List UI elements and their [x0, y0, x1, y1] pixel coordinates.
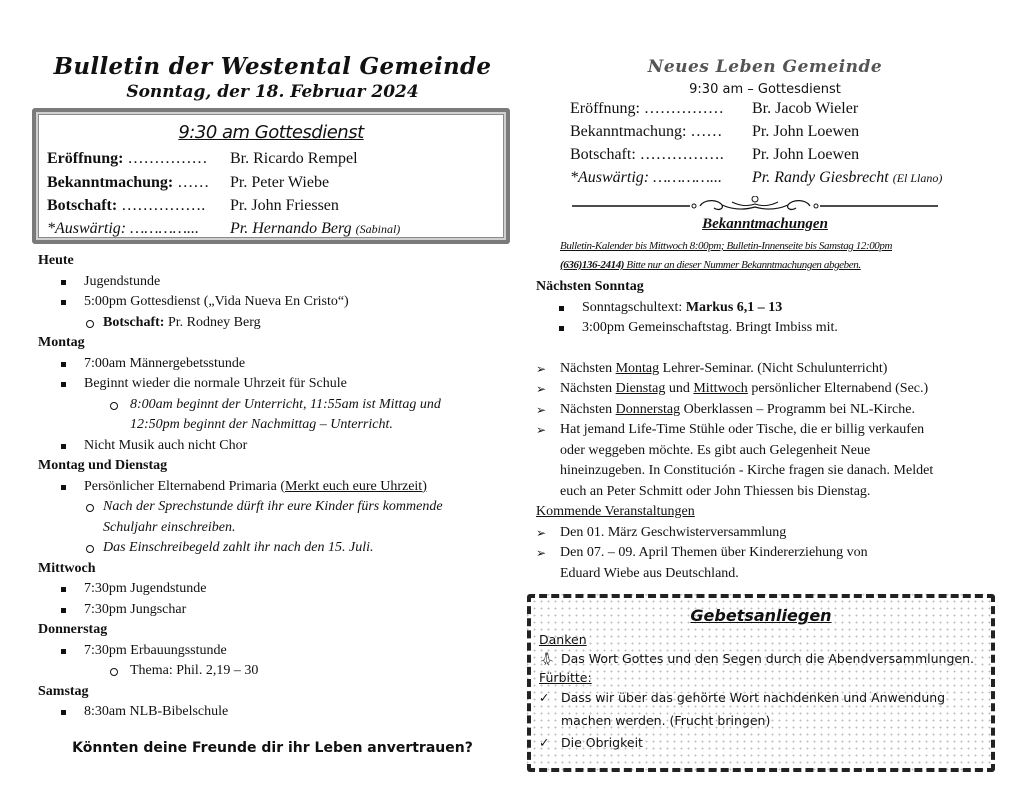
- service-label: Eröffnung: ……………: [570, 100, 724, 117]
- event-item: ➢ Den 01. März Geschwisterversammlung: [536, 523, 996, 544]
- intercession-item: [539, 735, 643, 750]
- weekly-schedule: [38, 251, 508, 723]
- day-mittwoch: Mittwoch: [38, 560, 96, 576]
- praying-hands-icon: 🙏︎: [539, 651, 555, 666]
- service-label: Eröffnung:: [47, 150, 124, 167]
- notice-text: Nächsten: [560, 401, 616, 417]
- bulletin-title: Bulletin der Westental Gemeinde: [53, 53, 492, 80]
- thanks-heading: Danken: [539, 632, 587, 647]
- notice-item: [536, 379, 996, 400]
- phone-note: [560, 259, 980, 271]
- notice-text: Nächsten: [560, 381, 616, 396]
- notice-day: Dienstag: [615, 381, 666, 396]
- deadline-note: Bulletin-Kalender bis Mittwoch 8:00pm; Bulletin-Innenseite bis Samstag 12:00pm: [560, 240, 893, 252]
- notice-line: euch an Peter Schmitt oder John Thiessen bis Dienstag.: [560, 483, 871, 499]
- notice-text: persönlicher Elternabend (Sec.): [747, 381, 929, 396]
- scripture-reference: Markus 6,1 – 13: [685, 299, 783, 315]
- notice-day: Montag: [615, 360, 660, 376]
- service-label: *Auswärtig: …………...: [570, 169, 723, 186]
- service-name: Br. Jacob Wieler: [752, 100, 859, 117]
- notice-item-furniture: [536, 420, 996, 502]
- service-name: Pr. John Loewen: [752, 123, 860, 140]
- service-row-bekanntmachung: [47, 174, 329, 192]
- list-item-text: Sonntagschultext:: [582, 299, 686, 315]
- service-subtitle: 9:30 am – Gottesdienst: [689, 82, 841, 97]
- list-item: 7:30pm Jungschar: [38, 600, 508, 621]
- notice-item: [536, 400, 996, 421]
- list-item: Beginnt wieder die normale Uhrzeit für Schule: [38, 374, 508, 395]
- intercession-text: Die Obrigkeit: [561, 735, 643, 750]
- prayer-requests-box: [527, 594, 995, 772]
- day-heute: Heute: [38, 253, 74, 268]
- sub-list-item: [38, 395, 508, 436]
- list-item: [536, 298, 996, 319]
- sub-item-line: 12:50pm beginnt der Nachmittag – Unterricht.: [130, 417, 393, 432]
- service-dots: …………...: [126, 220, 200, 237]
- notice-day: Donnerstag: [615, 401, 681, 417]
- service-dots: ……………: [123, 150, 208, 167]
- list-item: [38, 477, 508, 498]
- notice-item: [536, 359, 996, 380]
- service-row-auswaertig: [47, 220, 400, 238]
- ornamental-divider: [572, 196, 938, 216]
- closing-question: Könnten deine Freunde dir ihr Leben anvertrauen?: [72, 740, 473, 756]
- service-note: (Sabinal): [355, 222, 401, 236]
- list-item: 5:00pm Gottesdienst („Vida Nueva En Cristo“): [38, 292, 508, 313]
- service-label: *Auswärtig:: [47, 220, 127, 237]
- list-item: Nicht Musik auch nicht Chor: [38, 436, 508, 457]
- service-name: Pr. John Friessen: [230, 197, 339, 214]
- service-name: Br. Ricardo Rempel: [230, 150, 358, 167]
- list-item-text: Persönlicher Elternabend Primaria: [84, 478, 281, 494]
- sub-list-item: Das Einschreibegeld zahlt ihr nach den 15. Juli.: [38, 538, 508, 559]
- list-item: 8:30am NLB-Bibelschule: [38, 702, 508, 723]
- sub-item-value: Pr. Rodney Berg: [164, 314, 261, 330]
- next-sunday-heading: Nächsten Sonntag: [536, 279, 644, 294]
- service-row-eroeffnung: [570, 100, 858, 118]
- notice-day: Mittwoch: [693, 381, 748, 396]
- service-name: Pr. John Loewen: [752, 146, 860, 163]
- sub-list-item: Thema: Phil. 2,19 – 30: [38, 661, 508, 682]
- service-row-auswaertig: [570, 169, 942, 187]
- sub-list-item: [38, 313, 508, 334]
- list-item: 7:30pm Erbauungsstunde: [38, 641, 508, 662]
- service-row-botschaft: [47, 197, 339, 215]
- service-name: Pr. Hernando Berg: [230, 220, 352, 237]
- notice-text: Lehrer-Seminar. (Nicht Schulunterricht): [659, 360, 888, 376]
- list-item: 7:30pm Jugendstunde: [38, 579, 508, 600]
- day-montag: Montag: [38, 335, 85, 350]
- church-title: Neues Leben Gemeinde: [647, 57, 883, 77]
- service-dots: ……: [173, 174, 210, 191]
- announcements-title: Bekanntmachungen: [702, 216, 828, 232]
- sub-item-label: Botschaft:: [103, 314, 165, 330]
- service-label: Bekanntmachung:: [47, 174, 174, 191]
- event-line: Eduard Wiebe aus Deutschland.: [560, 565, 739, 581]
- service-label: Botschaft:: [47, 197, 118, 214]
- notice-text: Nächsten: [560, 360, 616, 376]
- upcoming-events-heading: Kommende Veranstaltungen: [536, 504, 695, 519]
- day-donnerstag: Donnerstag: [38, 622, 108, 637]
- service-dots: …………….: [117, 197, 206, 214]
- service-row-eroeffnung: [47, 150, 358, 168]
- prayer-title: Gebetsanliegen: [690, 606, 832, 625]
- phone-note-text: Bitte nur an dieser Nummer Bekanntmachungen abgeben.: [624, 259, 861, 271]
- spacer: [536, 339, 996, 359]
- intercession-text: machen werden. (Frucht bringen): [561, 713, 771, 728]
- notice-line: hineinzugeben. In Constitución - Kirche fragen sie danach. Meldet: [560, 463, 934, 478]
- intercession-text: Dass wir über das gehörte Wort nachdenken und Anwendung: [561, 690, 946, 705]
- day-montag-dienstag: Montag und Dienstag: [38, 458, 168, 473]
- service-frame: [32, 108, 510, 244]
- bulletin-date: Sonntag, der 18. Februar 2024: [126, 82, 419, 102]
- announcements-list: [536, 277, 996, 584]
- event-item: [536, 543, 996, 584]
- event-line: Den 07. – 09. April Themen über Kindererziehung von: [560, 545, 868, 560]
- service-row-botschaft: [570, 146, 859, 164]
- sub-item-line: Schuljahr einschreiben.: [103, 519, 236, 535]
- service-label: Bekanntmachung: ……: [570, 123, 723, 140]
- sub-item-line: 8:00am beginnt der Unterricht, 11:55am ist Mittag und: [130, 396, 441, 412]
- list-item-underlined: (Merkt euch eure Uhrzeit): [280, 478, 427, 494]
- service-row-bekanntmachung: [570, 123, 859, 141]
- notice-text: Oberklassen – Programm bei NL-Kirche.: [680, 401, 915, 417]
- list-item: 3:00pm Gemeinschaftstag. Bringt Imbiss mit.: [536, 318, 996, 339]
- thanks-text: Das Wort Gottes und den Segen durch die Abendversammlungen.: [561, 651, 974, 666]
- intercession-heading: Fürbitte:: [539, 670, 592, 685]
- service-name: Pr. Peter Wiebe: [230, 174, 330, 191]
- thanks-item: [539, 651, 974, 667]
- notice-text: und: [665, 381, 694, 396]
- service-name: Pr. Randy Giesbrecht: [752, 169, 889, 186]
- list-item: 7:00am Männergebetsstunde: [38, 354, 508, 375]
- intercession-item: [539, 690, 945, 705]
- notice-line: Hat jemand Life-Time Stühle oder Tische, die er billig verkaufen: [560, 422, 925, 437]
- service-label: Botschaft: …………….: [570, 146, 724, 163]
- day-samstag: Samstag: [38, 683, 89, 699]
- sub-list-item: [38, 497, 508, 538]
- sub-item-line: Nach der Sprechstunde dürft ihr eure Kinder fürs kommende: [103, 499, 443, 514]
- service-heading: 9:30 am Gottesdienst: [178, 122, 364, 143]
- checkmark-icon: ✓: [539, 690, 550, 705]
- checkmark-icon: ✓: [539, 735, 550, 750]
- notice-line: oder weggeben möchte. Es gibt auch Gelegenheit Neue: [560, 442, 871, 458]
- intercession-item-continuation: [539, 713, 770, 728]
- list-item: Jugendstunde: [38, 272, 508, 293]
- phone-number: (636)136-2414): [560, 259, 625, 271]
- service-note: (El Llano): [892, 171, 943, 185]
